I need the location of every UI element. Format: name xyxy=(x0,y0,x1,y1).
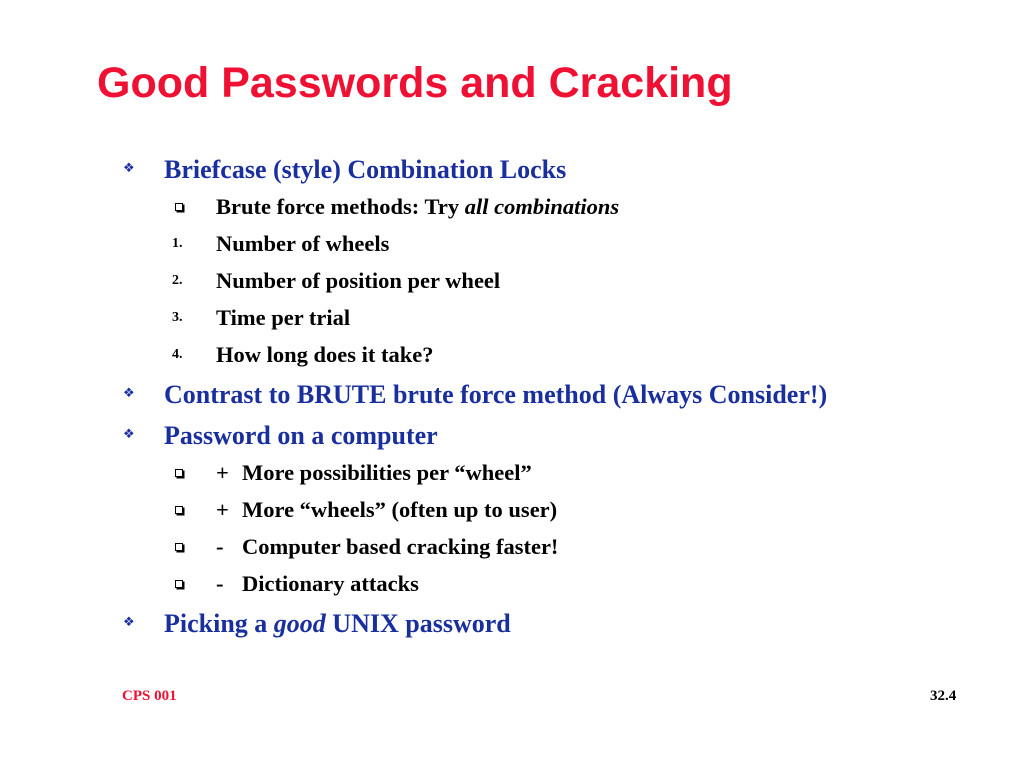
square-bullet-icon xyxy=(175,506,183,514)
sub-bullet-text-plain: Dictionary attacks xyxy=(242,571,419,596)
sub-bullet-text xyxy=(216,534,558,560)
footer-course: CPS 001 xyxy=(122,688,177,704)
bullet-text-plain: UNIX password xyxy=(325,609,511,638)
square-bullet-icon xyxy=(175,469,183,477)
sign-marker: - xyxy=(216,534,224,559)
bullet-text: Contrast to BRUTE brute force method (Always Consider!) xyxy=(164,380,828,409)
numbered-item-text: Number of wheels xyxy=(216,231,390,256)
diamond-bullet-icon: ❖ xyxy=(123,427,135,442)
bullet-text: Briefcase (style) Combination Locks xyxy=(164,155,567,184)
number-marker: 4. xyxy=(172,347,183,362)
sub-bullet-text xyxy=(216,571,419,597)
slide-title: Good Passwords and Cracking xyxy=(97,59,733,107)
sub-bullet-text-plain: More “wheels” (often up to user) xyxy=(242,497,558,522)
bullet-text-plain: Picking a xyxy=(164,609,274,638)
sub-bullet-text-italic: all combinations xyxy=(464,194,620,219)
numbered-item-text: How long does it take? xyxy=(216,342,434,367)
numbered-item-text: Time per trial xyxy=(216,305,351,330)
number-marker: 2. xyxy=(172,273,183,288)
diamond-bullet-icon: ❖ xyxy=(123,161,135,176)
square-bullet-icon xyxy=(175,580,183,588)
sign-marker: + xyxy=(216,460,229,485)
square-bullet-icon xyxy=(175,543,183,551)
sub-bullet-text xyxy=(216,194,619,220)
sub-bullet-text-plain: Brute force methods: Try xyxy=(216,194,465,219)
bullet-text xyxy=(164,609,511,639)
diamond-bullet-icon: ❖ xyxy=(123,386,135,401)
sub-bullet-text-plain: More possibilities per “wheel” xyxy=(242,460,532,485)
sub-bullet-text xyxy=(216,460,532,486)
sub-bullet-text xyxy=(216,497,557,523)
bullet-text: Password on a computer xyxy=(164,421,438,450)
sub-bullet-text-plain: Computer based cracking faster! xyxy=(242,534,559,559)
square-bullet-icon xyxy=(175,203,183,211)
number-marker: 3. xyxy=(172,310,183,325)
bullet-text-italic: good xyxy=(273,609,326,638)
sign-marker: - xyxy=(216,571,224,596)
numbered-item-text: Number of position per wheel xyxy=(216,268,501,293)
number-marker: 1. xyxy=(172,236,183,251)
diamond-bullet-icon: ❖ xyxy=(123,615,135,630)
footer-slide-number: 32.4 xyxy=(930,688,957,704)
sign-marker: + xyxy=(216,497,229,522)
